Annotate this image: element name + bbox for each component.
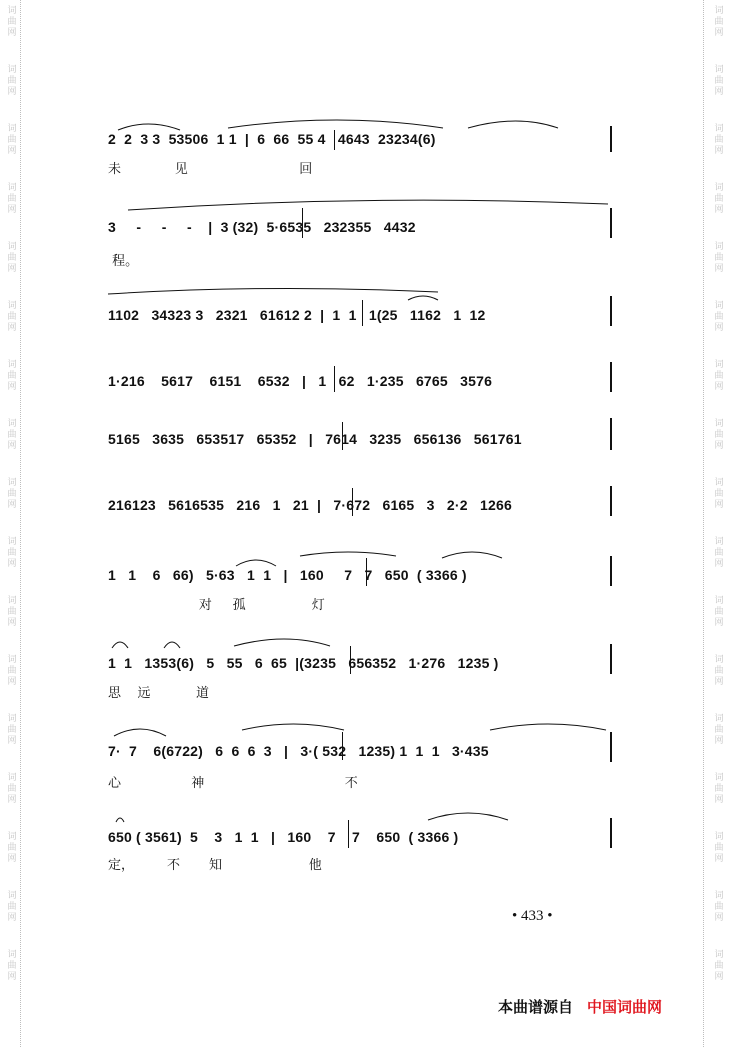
- barline: [334, 130, 335, 150]
- watermark-group: [714, 478, 723, 511]
- lyrics-line: 思 远 道: [108, 686, 209, 701]
- watermark-group: [7, 950, 16, 983]
- end-barline: [610, 296, 612, 326]
- end-barline: [610, 362, 612, 392]
- watermark-char: 曲: [714, 666, 724, 676]
- watermark-char: 词: [7, 655, 17, 665]
- watermark-char: 曲: [714, 253, 724, 263]
- watermark-group: [714, 419, 723, 452]
- watermark-char: 词: [714, 773, 724, 783]
- watermark-char: 词: [7, 773, 17, 783]
- watermark-char: 网: [7, 146, 17, 156]
- watermark-char: 词: [7, 891, 17, 901]
- watermark-char: 网: [7, 972, 17, 982]
- watermark-char: 曲: [714, 17, 724, 27]
- watermark-char: 曲: [714, 76, 724, 86]
- lyrics-line: 定， 不 知 他: [108, 858, 322, 873]
- watermark-char: 网: [714, 795, 724, 805]
- lyrics-line: 心 神 不: [108, 776, 358, 791]
- watermark-char: 网: [714, 500, 724, 510]
- right-watermark-strip: [709, 0, 729, 1047]
- barline: [348, 820, 349, 848]
- barline: [366, 558, 367, 586]
- watermark-group: [7, 537, 16, 570]
- watermark-group: [714, 65, 723, 98]
- watermark-char: 曲: [714, 784, 724, 794]
- watermark-group: [714, 891, 723, 924]
- watermark-char: 曲: [714, 961, 724, 971]
- end-barline: [610, 732, 612, 762]
- end-barline: [610, 818, 612, 848]
- watermark-char: 曲: [7, 961, 17, 971]
- end-barline: [610, 126, 612, 152]
- watermark-char: 词: [714, 242, 724, 252]
- watermark-char: 曲: [7, 666, 17, 676]
- watermark-group: [714, 360, 723, 393]
- watermark-char: 网: [7, 854, 17, 864]
- watermark-group: [714, 950, 723, 983]
- watermark-char: 网: [714, 323, 724, 333]
- end-barline: [610, 556, 612, 586]
- watermark-char: 词: [714, 537, 724, 547]
- watermark-char: 网: [714, 146, 724, 156]
- barline: [350, 646, 351, 674]
- watermark-char: 曲: [714, 902, 724, 912]
- watermark-char: 曲: [7, 135, 17, 145]
- end-barline: [610, 418, 612, 450]
- notation-line: 1 1 6 66) 5·63 1 1 | 160 7 7 650 ( 3366 ): [108, 567, 467, 583]
- source-label: 本曲谱源自: [498, 998, 574, 1016]
- watermark-char: 网: [7, 382, 17, 392]
- watermark-char: 曲: [7, 17, 17, 27]
- notation-line: 5165 3635 653517 65352 | 7614 3235 656136 561761: [108, 431, 522, 447]
- watermark-char: 曲: [714, 725, 724, 735]
- watermark-char: 网: [7, 500, 17, 510]
- watermark-char: 曲: [714, 430, 724, 440]
- watermark-char: 词: [714, 360, 724, 370]
- watermark-char: 曲: [7, 253, 17, 263]
- watermark-char: 曲: [7, 489, 17, 499]
- watermark-char: 曲: [7, 371, 17, 381]
- notation-line: 2 2 3 3 53506 1 1 | 6 66 55 4 4643 23234(6): [108, 131, 436, 147]
- watermark-char: 词: [7, 419, 17, 429]
- watermark-char: 词: [7, 242, 17, 252]
- watermark-char: 曲: [714, 194, 724, 204]
- watermark-group: [714, 773, 723, 806]
- watermark-char: 曲: [7, 430, 17, 440]
- watermark-group: [7, 301, 16, 334]
- watermark-char: 网: [7, 264, 17, 274]
- watermark-char: 词: [7, 360, 17, 370]
- watermark-char: 词: [714, 65, 724, 75]
- right-page-border: [703, 0, 704, 1047]
- watermark-char: 曲: [7, 312, 17, 322]
- watermark-char: 词: [714, 891, 724, 901]
- notation-line: 1 1 1353(6) 5 55 6 65 |(3235 656352 1·276 1235 ): [108, 655, 499, 671]
- watermark-char: 词: [7, 183, 17, 193]
- watermark-char: 网: [714, 441, 724, 451]
- watermark-char: 网: [714, 205, 724, 215]
- watermark-group: [7, 360, 16, 393]
- watermark-char: 词: [714, 183, 724, 193]
- watermark-char: 网: [714, 736, 724, 746]
- end-barline: [610, 208, 612, 238]
- watermark-group: [7, 242, 16, 275]
- watermark-group: [7, 183, 16, 216]
- watermark-group: [714, 183, 723, 216]
- watermark-char: 网: [714, 913, 724, 923]
- notation-line: 3 - - - | 3 (32) 5·6535 232355 4432: [108, 219, 416, 235]
- watermark-char: 词: [7, 596, 17, 606]
- end-barline: [610, 486, 612, 516]
- watermark-char: 词: [714, 596, 724, 606]
- watermark-char: 词: [7, 950, 17, 960]
- lyrics-line: 程。: [108, 254, 139, 269]
- barline: [342, 422, 343, 450]
- watermark-char: 曲: [7, 843, 17, 853]
- notation-line: 1·216 5617 6151 6532 | 1 62 1·235 6765 3576: [108, 373, 493, 389]
- watermark-char: 曲: [7, 902, 17, 912]
- watermark-char: 词: [714, 6, 724, 16]
- watermark-char: 曲: [714, 371, 724, 381]
- watermark-char: 网: [7, 677, 17, 687]
- notation-line: 650 ( 3561) 5 3 1 1 | 160 7 7 650 ( 3366 ): [108, 829, 459, 845]
- watermark-char: 词: [714, 832, 724, 842]
- watermark-char: 词: [714, 478, 724, 488]
- watermark-char: 网: [714, 854, 724, 864]
- watermark-char: 曲: [7, 194, 17, 204]
- watermark-group: [714, 655, 723, 688]
- watermark-group: [7, 65, 16, 98]
- watermark-char: 网: [714, 559, 724, 569]
- watermark-char: 曲: [7, 784, 17, 794]
- watermark-char: 网: [714, 972, 724, 982]
- watermark-group: [714, 596, 723, 629]
- watermark-group: [7, 124, 16, 157]
- watermark-char: 曲: [714, 135, 724, 145]
- watermark-char: 曲: [7, 76, 17, 86]
- watermark-char: 词: [7, 301, 17, 311]
- watermark-group: [714, 537, 723, 570]
- notation-line: 216123 5616535 216 1 21 | 7·672 6165 3 2·2 1266: [108, 497, 512, 513]
- notation-line: 7· 7 6(6722) 6 6 6 3 | 3·( 532 1235) 1 1 1 3·435: [108, 743, 489, 759]
- watermark-char: 曲: [7, 725, 17, 735]
- site-link[interactable]: 中国词曲网: [587, 998, 663, 1016]
- watermark-char: 曲: [7, 607, 17, 617]
- watermark-group: [714, 714, 723, 747]
- watermark-group: [7, 478, 16, 511]
- watermark-group: [7, 891, 16, 924]
- watermark-char: 曲: [714, 843, 724, 853]
- barline: [362, 300, 363, 326]
- lyrics-line: 对 孤 灯: [108, 598, 325, 613]
- watermark-char: 曲: [714, 607, 724, 617]
- watermark-group: [7, 596, 16, 629]
- watermark-char: 网: [7, 913, 17, 923]
- barline: [342, 732, 343, 760]
- watermark-group: [7, 6, 16, 39]
- watermark-group: [714, 832, 723, 865]
- notation-line: 1102 34323 3 2321 61612 2 | 1 1 1(25 1162 1 12: [108, 307, 486, 323]
- watermark-char: 词: [714, 419, 724, 429]
- barline: [302, 208, 303, 238]
- watermark-char: 曲: [714, 548, 724, 558]
- watermark-char: 网: [7, 87, 17, 97]
- watermark-group: [7, 832, 16, 865]
- watermark-char: 词: [7, 537, 17, 547]
- watermark-char: 网: [7, 618, 17, 628]
- watermark-char: 词: [7, 478, 17, 488]
- barline: [352, 488, 353, 516]
- watermark-char: 网: [7, 559, 17, 569]
- watermark-char: 词: [714, 714, 724, 724]
- watermark-char: 网: [714, 677, 724, 687]
- watermark-group: [714, 301, 723, 334]
- watermark-group: [7, 419, 16, 452]
- watermark-char: 网: [7, 736, 17, 746]
- watermark-char: 词: [7, 6, 17, 16]
- source-footer: [498, 996, 662, 1017]
- watermark-char: 词: [714, 655, 724, 665]
- lyrics-line: 未 见 回: [108, 162, 313, 177]
- watermark-char: 曲: [7, 548, 17, 558]
- watermark-group: [714, 6, 723, 39]
- watermark-char: 词: [714, 301, 724, 311]
- left-watermark-strip: [2, 0, 22, 1047]
- watermark-char: 词: [714, 124, 724, 134]
- watermark-char: 网: [714, 382, 724, 392]
- end-barline: [610, 644, 612, 674]
- watermark-char: 词: [714, 950, 724, 960]
- watermark-group: [714, 242, 723, 275]
- watermark-char: 网: [7, 323, 17, 333]
- watermark-char: 曲: [714, 489, 724, 499]
- watermark-char: 网: [714, 28, 724, 38]
- watermark-char: 网: [714, 264, 724, 274]
- watermark-char: 网: [7, 28, 17, 38]
- watermark-group: [714, 124, 723, 157]
- watermark-char: 词: [7, 65, 17, 75]
- watermark-char: 曲: [714, 312, 724, 322]
- watermark-char: 网: [7, 795, 17, 805]
- watermark-char: 词: [7, 124, 17, 134]
- watermark-char: 词: [7, 832, 17, 842]
- watermark-group: [7, 655, 16, 688]
- watermark-char: 网: [7, 441, 17, 451]
- watermark-char: 网: [714, 618, 724, 628]
- watermark-char: 词: [7, 714, 17, 724]
- page-number: • 433 •: [512, 908, 553, 924]
- watermark-char: 网: [714, 87, 724, 97]
- watermark-char: 网: [7, 205, 17, 215]
- watermark-group: [7, 714, 16, 747]
- barline: [334, 366, 335, 392]
- watermark-group: [7, 773, 16, 806]
